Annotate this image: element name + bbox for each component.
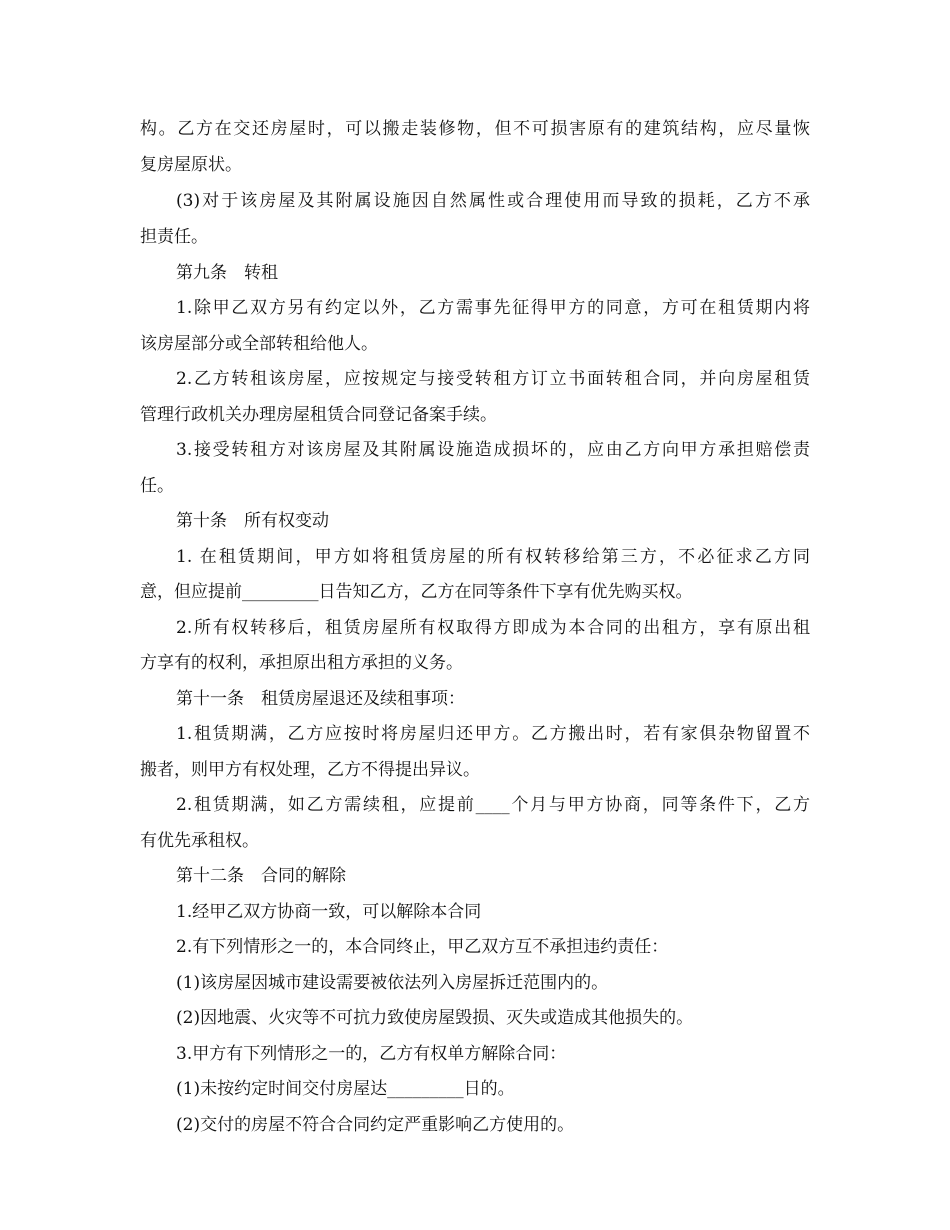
text-line: (2)因地震、火灾等不可抗力致使房屋毁损、灭失或造成其他损失的。 (176, 1008, 694, 1028)
text-line: (1)该房屋因城市建设需要被依法列入房屋拆迁范围内的。 (176, 973, 609, 993)
text-line: 构。乙方在交还房屋时，可以搬走装修物，但不可损害原有的建筑结构，应尽量恢 (140, 119, 810, 139)
text-line: 1.租赁期满，乙方应按时将房屋归还甲方。乙方搬出时，若有家俱杂物留置不 (176, 724, 810, 744)
text-line: (2)交付的房屋不符合合同约定严重影响乙方使用的。 (176, 1115, 575, 1135)
text-line: 2.有下列情形之一的，本合同终止，甲乙双方互不承担违约责任： (176, 937, 669, 957)
text-line: 搬者，则甲方有权处理，乙方不得提出异议。 (140, 760, 480, 780)
text-line: 1.除甲乙双方另有约定以外，乙方需事先征得甲方的同意，方可在租赁期内将 (176, 298, 810, 318)
text-line: (1)未按约定时间交付房屋达_________日的。 (176, 1079, 515, 1099)
text-line: 3.接受转租方对该房屋及其附属设施造成损坏的，应由乙方向甲方承担赔偿责 (176, 440, 810, 460)
text-line: 复房屋原状。 (140, 155, 242, 175)
section-heading: 第十一条 租赁房屋退还及续租事项： (176, 689, 465, 709)
text-line: 担责任。 (140, 227, 208, 247)
section-heading: 第十条 所有权变动 (176, 511, 329, 531)
text-line: 2.所有权转移后，租赁房屋所有权取得方即成为本合同的出租方，享有原出租 (176, 618, 810, 638)
text-line: 2.租赁期满，如乙方需续租，应提前____个月与甲方协商，同等条件下，乙方 (176, 795, 810, 815)
text-line: 1.经甲乙双方协商一致，可以解除本合同 (176, 902, 482, 922)
text-line: 1. 在租赁期间，甲方如将租赁房屋的所有权转移给第三方，不必征求乙方同 (176, 547, 810, 567)
section-heading: 第十二条 合同的解除 (176, 866, 346, 886)
text-line: 3.甲方有下列情形之一的，乙方有权单方解除合同： (176, 1044, 567, 1064)
text-line: 2.乙方转租该房屋，应按规定与接受转租方订立书面转租合同，并向房屋租赁 (176, 369, 810, 389)
section-heading: 第九条 转租 (176, 263, 278, 283)
text-line: 该房屋部分或全部转租给他人。 (140, 334, 378, 354)
text-line: (3)对于该房屋及其附属设施因自然属性或合理使用而导致的损耗，乙方不承 (176, 191, 810, 211)
text-line: 有优先承租权。 (140, 831, 259, 851)
text-line: 方享有的权利，承担原出租方承担的义务。 (140, 653, 463, 673)
text-line: 任。 (140, 476, 174, 496)
text-line: 意，但应提前_________日告知乙方，乙方在同等条件下享有优先购买权。 (140, 582, 693, 602)
text-line: 管理行政机关办理房屋租赁合同登记备案手续。 (140, 405, 497, 425)
